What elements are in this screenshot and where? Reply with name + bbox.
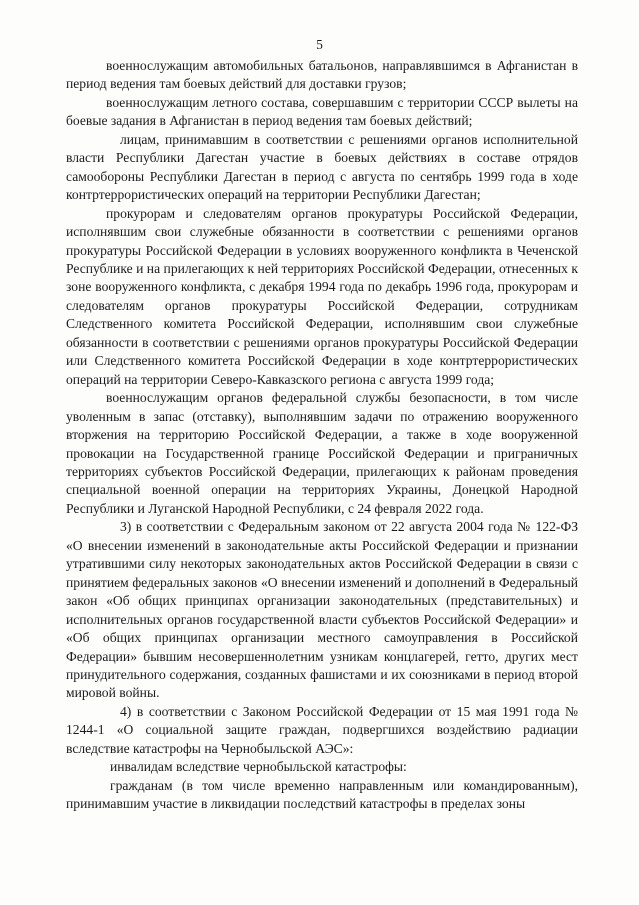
paragraph-item-4: 4) в соответствии с Законом Российской Федерации от 15 мая 1991 года № 1244-1 «О социальной защите граждан, подвергшихся воздействию радиации вследствие катастрофы на Чернобыльской АЭС»: bbox=[66, 703, 578, 756]
paragraph-auto-battalions: военнослужащим автомобильных батальонов, направлявшимся в Афганистан в период ведения там боевых действий для доставки грузов; bbox=[66, 58, 578, 92]
paragraph-prosecutors: прокурорам и следователям органов прокуратуры Российской Федерации, исполнявшим свои служебные обязанности в соответствии с решениями органов прокуратуры Российской Федерации в условиях вооруженного конфликта в Чеченской Республике и на прилегающих к ней территориях Российской Федерации, отнесенных к зоне вооруженного конфликта, с декабря 1994 года по декабрь 1996 года, прокурорам и следователям органов прокуратуры Российской Федерации, сотрудникам Следственного комитета Российской Федерации, исполнявшим свои служебные обязанности в соответствии с решениями органов прокуратуры Российской Федерации или Следственного комитета Российской Федерации в ходе контртеррористических операций на территории Северо-Кавказского региона с августа 1999 года; bbox=[66, 205, 578, 387]
paragraph-dagestan-self-defense: лицам, принимавшим в соответствии с решениями органов исполнительной власти Республики Дагестан участие в боевых действиях в составе отрядов самообороны Республики Дагестан в период с августа по сентябрь 1999 года в ходе контртеррористических операций на территории Республики Дагестан; bbox=[66, 131, 578, 203]
paragraph-chernobyl-liquidators: гражданам (в том числе временно направленным или командированным), принимавшим участие в ликвидации последствий катастрофы в пределах зоны bbox=[66, 777, 578, 812]
document-body bbox=[66, 57, 578, 814]
paragraph-chernobyl-disabled: инвалидам вследствие чернобыльской катастрофы: bbox=[110, 759, 407, 775]
paragraph-item-3: 3) в соответствии с Федеральным законом от 22 августа 2004 года № 122-ФЗ «О внесении изменений в законодательные акты Российской Федерации и признании утратившими силу некоторых законодательных актов Российской Федерации в связи с принятием федеральных законов «О внесении изменений и дополнений в Федеральный закон «Об общих принципах организации законодательных (представительных) и исполнительных органов государственной власти субъектов Российской Федерации» и «Об общих принципах организации местного самоуправления в Российской Федерации» бывшим несовершеннолетним узникам концлагерей, гетто, других мест принудительного содержания, созданных фашистами и их союзниками в период второй мировой войны. bbox=[66, 519, 578, 701]
paragraph-fsb-servicemen: военнослужащим органов федеральной службы безопасности, в том числе уволенным в запас (отставку), выполнявшим задачи по отражению вооруженного вторжения на территорию Российской Федерации, а также в ходе вооруженной провокации на Государственной границе Российской Федерации и приграничных территориях субъектов Российской Федерации, прилегающих к районам проведения специальной военной операции на территориях Украины, Донецкой Народной Республики и Луганской Народной Республики, с 24 февраля 2022 года. bbox=[66, 390, 578, 516]
paragraph-flight-crew: военнослужащим летного состава, совершавшим с территории СССР вылеты на боевые задания в Афганистан в период ведения там боевых действий; bbox=[66, 94, 578, 129]
page-number: 5 bbox=[316, 37, 323, 52]
